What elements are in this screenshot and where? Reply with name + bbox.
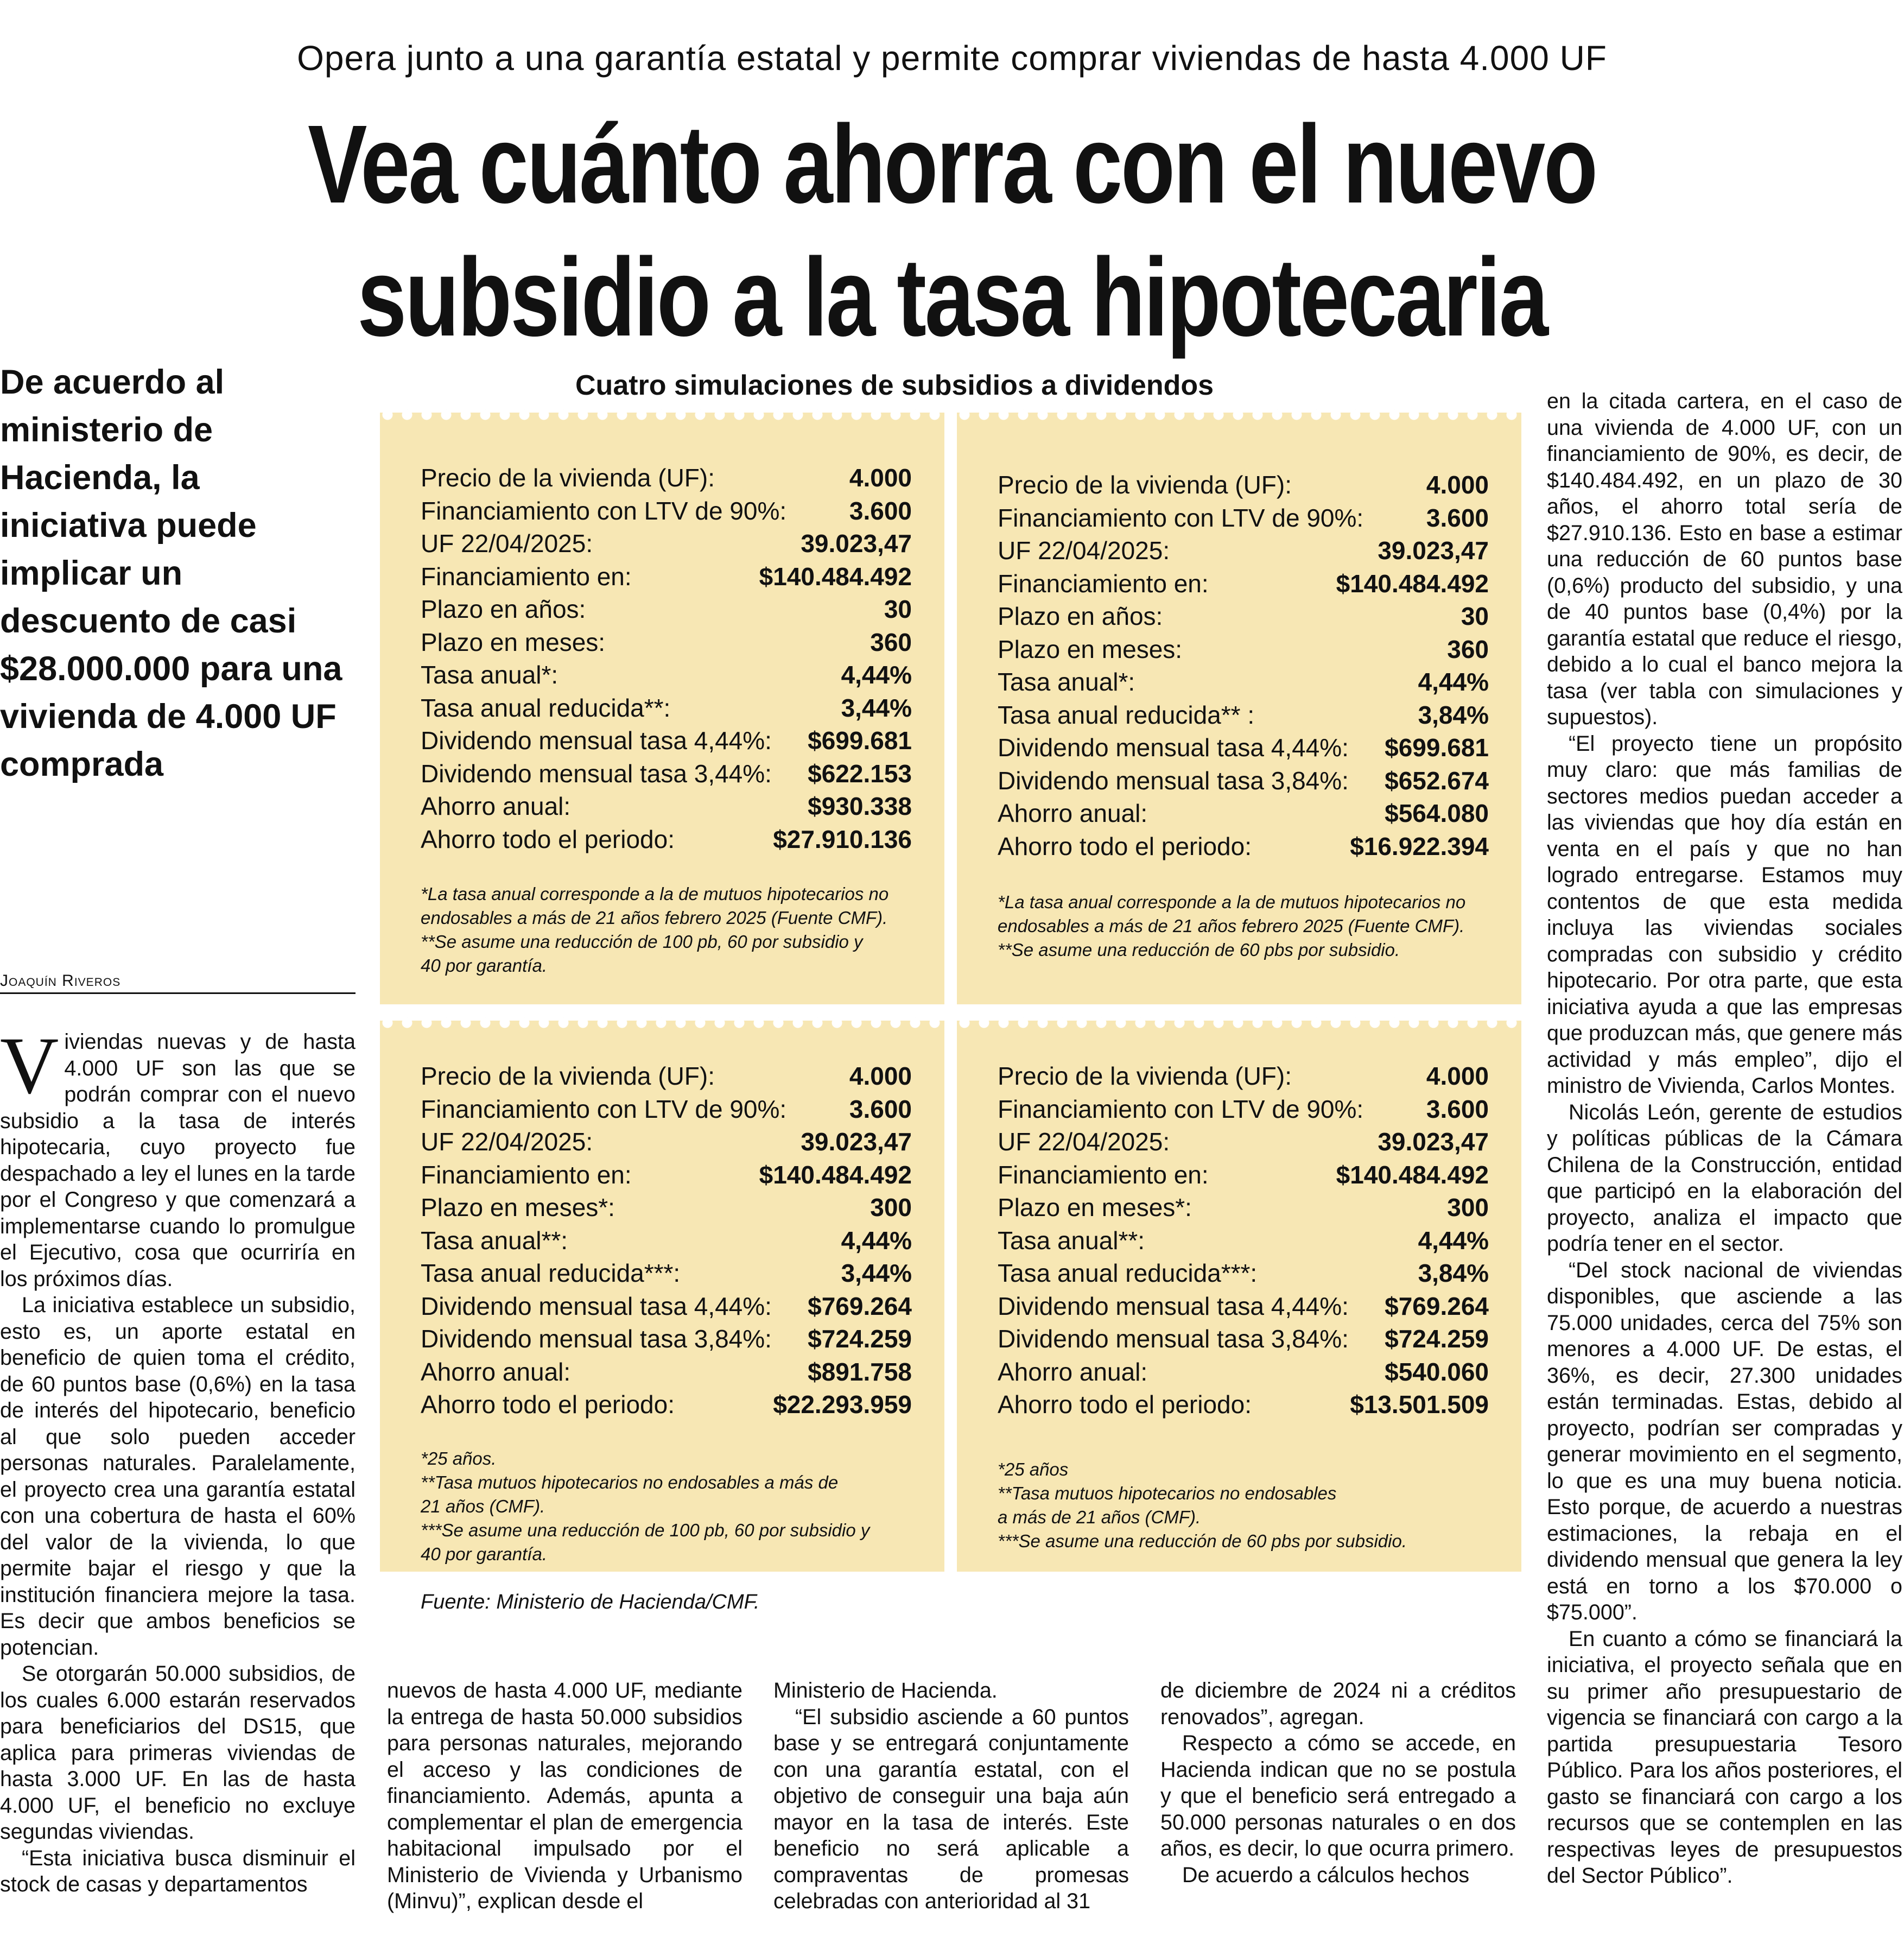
row-label: Dividendo mensual tasa 3,84%: (998, 766, 1349, 795)
simulation-row (421, 560, 912, 593)
row-label: UF 22/04/2025: (998, 536, 1170, 565)
paragraph: Se otorgarán 50.000 subsidios, de los cuales 6.000 estarán reservados para beneficiarios del DS15, que aplica para primeras viviendas de hasta 3.000 UF. En las de hasta 4.000 UF, el beneficio no excluye segundas viviendas. (0, 1662, 356, 1844)
row-value: 39.023,47 (1378, 536, 1489, 565)
row-value: $13.501.509 (1350, 1390, 1489, 1419)
paragraph: La iniciativa establece un subsidio, esto es, un aporte estatal en beneficio de quien toma el crédito, de 60 puntos base (0,6%) en la tasa de interés del hipotecario, beneficio al que solo pueden acceder personas naturales. Paralelamente, el proyecto crea una garantía estatal con una cobertura de hasta el 60% del valor de la vivienda, lo que permite bajar el riesgo y que la institución financiera mejore la tasa. Es decir que ambos beneficios se potencian. (0, 1293, 356, 1660)
simulation-row (421, 1388, 912, 1421)
kicker: Opera junto a una garantía estatal y permite comprar viviendas de hasta 4.000 UF (297, 39, 1607, 78)
paragraph: en la citada cartera, en el caso de una vivienda de 4.000 UF, con un financiamiento de 90%, es decir, de $140.484.492, en un plazo de 30 años, el ahorro total sería de $27.910.136. Esto en base a estimar una reducción de 60 puntos base (0,6%) producto del subsidio, y una de 40 puntos base (0,4%) por la garantía estatal que reduce el riesgo, debido a lo cual el banco mejora la tasa (ver tabla con simulaciones y supuestos). (1547, 389, 1902, 729)
row-label: Ahorro anual: (421, 1357, 571, 1386)
simulation-row (998, 1290, 1489, 1323)
row-value: $724.259 (808, 1325, 912, 1353)
simulation-row (998, 764, 1489, 797)
note-line: 40 por garantía. (421, 955, 547, 976)
article-column-1 (0, 1021, 356, 1898)
row-label: Financiamiento en: (421, 1160, 632, 1189)
row-label: Tasa anual**: (421, 1226, 568, 1255)
row-value: 4.000 (1426, 471, 1489, 499)
note-line: **Se asume una reducción de 100 pb, 60 por subsidio y (421, 932, 863, 952)
simulation-row (998, 633, 1489, 666)
simulation-row (998, 797, 1489, 830)
simulation-row (998, 666, 1489, 699)
simulation-row (998, 567, 1489, 600)
simulation-row (421, 593, 912, 626)
headline-line-1: Vea cuánto ahorra con el nuevo (308, 102, 1596, 226)
headline-line-2: subsidio a la tasa hipotecaria (357, 235, 1547, 359)
row-value: $540.060 (1385, 1357, 1489, 1386)
row-value: 4,44% (841, 1226, 912, 1255)
row-value: 30 (1461, 602, 1489, 631)
note-line: **Se asume una reducción de 60 pbs por subsidio. (998, 940, 1400, 960)
simulation-row (421, 692, 912, 725)
row-label: Precio de la vivienda (UF): (421, 464, 715, 492)
row-label: Ahorro todo el periodo: (421, 825, 675, 853)
simulation-row (998, 1191, 1489, 1224)
paragraph: “El subsidio asciende a 60 puntos base y se entregará conjuntamente con una garantía estatal, con el objetivo de conseguir una baja aún mayor en la tasa de interés. Este beneficio no será aplicable a compraventas de promesas celebradas con anterioridad al 31 (773, 1705, 1129, 1913)
note-line: *25 años. (421, 1448, 497, 1468)
row-label: UF 22/04/2025: (421, 1128, 593, 1156)
row-label: Dividendo mensual tasa 4,44%: (998, 733, 1349, 762)
row-label: Plazo en años: (998, 602, 1163, 631)
row-label: Dividendo mensual tasa 3,44%: (421, 759, 772, 788)
paragraph: “Esta iniciativa busca disminuir el stock de casas y departamentos (0, 1846, 356, 1896)
row-value: $564.080 (1385, 799, 1489, 828)
row-label: Ahorro todo el periodo: (998, 832, 1252, 860)
row-value: $622.153 (808, 759, 912, 788)
row-value: 4.000 (849, 1062, 912, 1091)
row-label: Plazo en años: (421, 595, 586, 624)
row-value: 39.023,47 (801, 529, 912, 558)
simulation-row (421, 790, 912, 823)
simulation-card-2 (957, 413, 1521, 1004)
simulation-row (421, 1125, 912, 1159)
simulation-notes (998, 1458, 1500, 1553)
simulation-row (998, 1356, 1489, 1389)
paragraph: Nicolás León, gerente de estudios y políticas públicas de la Cámara Chilena de la Construcción, entidad que participó en la elaboración del proyecto, analiza el impacto que podría tener en el sector. (1547, 1100, 1902, 1256)
row-value: 3.600 (849, 1094, 912, 1123)
simulation-row (998, 1388, 1489, 1421)
row-label: Dividendo mensual tasa 4,44%: (421, 1292, 772, 1320)
row-label: Tasa anual reducida***: (421, 1259, 681, 1288)
row-label: Financiamiento con LTV de 90%: (421, 1094, 787, 1123)
row-value: $769.264 (1385, 1292, 1489, 1320)
source-credit: Fuente: Ministerio de Hacienda/CMF. (421, 1591, 760, 1613)
row-label: Plazo en meses: (998, 635, 1183, 663)
simulations-title: Cuatro simulaciones de subsidios a dividendos (575, 370, 1214, 401)
row-label: Precio de la vivienda (UF): (998, 471, 1292, 499)
row-value: $140.484.492 (1336, 1160, 1489, 1189)
row-label: Plazo en meses*: (421, 1193, 615, 1222)
row-value: $16.922.394 (1350, 832, 1489, 860)
simulation-card-4 (957, 1021, 1521, 1572)
row-value: 39.023,47 (801, 1128, 912, 1156)
simulation-row (998, 534, 1489, 567)
row-value: $699.681 (1385, 733, 1489, 762)
row-label: UF 22/04/2025: (998, 1128, 1170, 1156)
row-label: Dividendo mensual tasa 4,44%: (421, 726, 772, 755)
row-label: Plazo en meses: (421, 628, 606, 656)
row-label: Ahorro anual: (421, 792, 571, 821)
row-label: Financiamiento con LTV de 90%: (998, 1094, 1364, 1123)
row-label: Dividendo mensual tasa 3,84%: (998, 1325, 1349, 1353)
article-column-5 (1547, 388, 1902, 1889)
row-value: 4.000 (1426, 1062, 1489, 1091)
paragraph: de diciembre de 2024 ni a créditos renovados”, agregan. (1160, 1679, 1516, 1729)
torn-edge (380, 409, 944, 423)
torn-edge (380, 1017, 944, 1031)
note-line: endosables a más de 21 años febrero 2025 (Fuente CMF). (421, 908, 888, 928)
note-line: *25 años (998, 1459, 1069, 1479)
simulation-row (421, 1356, 912, 1389)
paragraph: De acuerdo a cálculos hechos (1182, 1863, 1470, 1887)
simulation-row (421, 1257, 912, 1290)
row-value: 3.600 (1426, 1094, 1489, 1123)
row-value: 4,44% (841, 661, 912, 689)
row-label: Precio de la vivienda (UF): (998, 1062, 1292, 1091)
row-value: 360 (1447, 635, 1489, 663)
article-column-4 (1160, 1678, 1516, 1888)
row-value: $140.484.492 (759, 1160, 912, 1189)
simulation-card-1 (380, 413, 944, 1004)
simulation-rows (421, 1060, 912, 1421)
headline (191, 98, 1713, 364)
simulation-row (421, 659, 912, 692)
paragraph: nuevos de hasta 4.000 UF, mediante la entrega de hasta 50.000 subsidios para personas naturales, mejorando el acceso y las condiciones de financiamiento. Además, apunta a complementar el plan de emergencia habitacional impulsado por el Ministerio de Vivienda y Urbanismo (Minvu)”, explican desde el (387, 1679, 742, 1913)
row-label: Financiamiento en: (998, 569, 1209, 598)
row-label: Ahorro anual: (998, 1357, 1148, 1386)
paragraph: “Del stock nacional de viviendas disponibles, que asciende a las 75.000 unidades, cerca del 75% son menores a 4.000 UF. De estas, el 36%, es decir, 27.300 unidades están terminadas. Estas, debido al proyecto, podrían ser compradas y generar movimiento en el segmento, lo que es una muy buena noticia. Esto porque, de acuerdo a nuestras estimaciones, la rebaja en el dividendo mensual que genera la ley está en torno a los $70.000 o $75.000”. (1547, 1258, 1902, 1624)
row-label: Financiamiento en: (998, 1160, 1209, 1189)
simulation-notes (998, 890, 1500, 962)
row-label: Tasa anual*: (421, 661, 558, 689)
row-value: 4,44% (1418, 668, 1489, 697)
row-value: $22.293.959 (773, 1390, 912, 1419)
simulation-row (998, 699, 1489, 732)
row-label: Tasa anual**: (998, 1226, 1145, 1255)
note-line: **Tasa mutuos hipotecarios no endosables a más de (421, 1472, 839, 1492)
row-value: 3,84% (1418, 1259, 1489, 1288)
row-value: $27.910.136 (773, 825, 912, 853)
row-label: Tasa anual reducida** : (998, 700, 1255, 729)
simulation-rows (998, 1060, 1489, 1421)
row-value: $724.259 (1385, 1325, 1489, 1353)
simulation-row (998, 1322, 1489, 1356)
torn-edge (957, 1017, 1521, 1031)
simulation-rows (421, 461, 912, 856)
simulation-row (998, 1257, 1489, 1290)
deck-summary: De acuerdo al ministerio de Hacienda, la iniciativa puede implicar un descuento de casi $28.000.000 para una vivienda de 4.000 UF comprada (0, 363, 342, 783)
row-value: $891.758 (808, 1357, 912, 1386)
paragraph: Ministerio de Hacienda. (773, 1679, 998, 1702)
simulation-row (421, 757, 912, 790)
paragraph: Respecto a cómo se accede, en Hacienda indican que no se postula y que el beneficio será entregado a 50.000 personas naturales o en dos años, es decir, lo que ocurra primero. (1160, 1731, 1516, 1860)
simulation-row (998, 1060, 1489, 1093)
simulation-row (998, 1125, 1489, 1159)
row-label: UF 22/04/2025: (421, 529, 593, 558)
simulation-row (421, 1322, 912, 1356)
row-value: $140.484.492 (759, 562, 912, 591)
simulation-row (421, 1290, 912, 1323)
note-line: ***Se asume una reducción de 60 pbs por subsidio. (998, 1531, 1407, 1551)
simulation-row (421, 527, 912, 560)
simulation-row (421, 724, 912, 757)
simulation-card-3 (380, 1021, 944, 1572)
row-label: Plazo en meses*: (998, 1193, 1192, 1222)
note-line: *La tasa anual corresponde a la de mutuos hipotecarios no (998, 892, 1466, 912)
simulation-row (421, 626, 912, 659)
simulation-row (998, 1224, 1489, 1257)
row-value: 3.600 (849, 496, 912, 525)
note-line: 21 años (CMF). (421, 1496, 545, 1516)
torn-edge (957, 409, 1521, 423)
row-label: Financiamiento en: (421, 562, 632, 591)
article-column-3 (773, 1678, 1129, 1915)
simulation-row (421, 1224, 912, 1257)
note-line: **Tasa mutuos hipotecarios no endosables (998, 1483, 1337, 1503)
byline: Joaquín Riveros (0, 972, 356, 994)
drop-cap: V (0, 1021, 59, 1111)
simulation-row (421, 1191, 912, 1224)
paragraph: “El proyecto tiene un propósito muy claro: que más familias de sectores medios puedan acceder a las viviendas que hoy día están en venta en el país y que no han logrado entregarse. Estamos muy contentos de que esta medida incluya las viviendas sociales compradas con subsidio y crédito hipotecario. Por otra parte, que esta iniciativa ayuda a que las empresas que produzcan más, que genere más actividad y más empleo”, dijo el ministro de Vivienda, Carlos Montes. (1547, 731, 1902, 1098)
row-value: $930.338 (808, 792, 912, 821)
row-value: $652.674 (1385, 766, 1489, 795)
row-value: 39.023,47 (1378, 1128, 1489, 1156)
row-label: Tasa anual*: (998, 668, 1135, 697)
row-label: Precio de la vivienda (UF): (421, 1062, 715, 1091)
row-label: Ahorro todo el periodo: (998, 1390, 1252, 1419)
note-line: endosables a más de 21 años febrero 2025 (Fuente CMF). (998, 916, 1465, 936)
row-label: Ahorro anual: (998, 799, 1148, 828)
simulation-row (421, 1093, 912, 1126)
article-column-2 (387, 1678, 742, 1915)
row-label: Dividendo mensual tasa 3,84%: (421, 1325, 772, 1353)
simulation-row (421, 823, 912, 856)
row-value: 360 (870, 628, 912, 656)
row-value: 4.000 (849, 464, 912, 492)
row-value: 3.600 (1426, 503, 1489, 532)
row-label: Tasa anual reducida**: (421, 693, 671, 722)
simulation-row (998, 502, 1489, 535)
row-value: 300 (1447, 1193, 1489, 1222)
row-value: $699.681 (808, 726, 912, 755)
simulation-row (998, 469, 1489, 502)
row-value: 3,84% (1418, 700, 1489, 729)
simulation-row (998, 731, 1489, 764)
simulation-row (421, 1159, 912, 1192)
row-value: $140.484.492 (1336, 569, 1489, 598)
paragraph: Viviendas nuevas y de hasta 4.000 UF son las que se podrán comprar con el nuevo subsidio a la tasa de interés hipotecaria, cuyo proyecto fue despachado a ley el lunes en la tarde por el Congreso y que comenzará a implementarse cuando lo promulgue el Ejecutivo, cosa que ocurriría en los próximos días. (0, 1021, 356, 1291)
note-line: 40 por garantía. (421, 1544, 547, 1564)
row-value: $769.264 (808, 1292, 912, 1320)
simulation-notes (421, 1447, 923, 1566)
row-label: Financiamiento con LTV de 90%: (421, 496, 787, 525)
row-value: 3,44% (841, 693, 912, 722)
simulation-row (998, 1093, 1489, 1126)
row-label: Ahorro todo el periodo: (421, 1390, 675, 1419)
row-value: 3,44% (841, 1259, 912, 1288)
row-label: Tasa anual reducida***: (998, 1259, 1258, 1288)
simulation-row (998, 600, 1489, 633)
simulation-row (421, 1060, 912, 1093)
simulation-row (998, 1159, 1489, 1192)
simulation-row (421, 495, 912, 528)
note-line: ***Se asume una reducción de 100 pb, 60 por subsidio y (421, 1520, 870, 1540)
simulation-rows (998, 469, 1489, 863)
simulation-row (421, 461, 912, 495)
simulation-notes (421, 882, 923, 978)
simulation-row (998, 830, 1489, 863)
row-label: Financiamiento con LTV de 90%: (998, 503, 1364, 532)
note-line: *La tasa anual corresponde a la de mutuos hipotecarios no (421, 884, 889, 904)
paragraph: En cuanto a cómo se financiará la iniciativa, el proyecto señala que en su primer año presupuestario de vigencia se financiará con cargo a la partida presupuestaria Tesoro Público. Para los años posteriores, el gasto se financiará con cargo a los recursos que se contemplen en las respectivas leyes de presupuestos del Sector Público”. (1547, 1626, 1902, 1888)
row-label: Dividendo mensual tasa 4,44%: (998, 1292, 1349, 1320)
row-value: 4,44% (1418, 1226, 1489, 1255)
row-value: 30 (884, 595, 912, 624)
note-line: a más de 21 años (CMF). (998, 1507, 1201, 1527)
row-value: 300 (870, 1193, 912, 1222)
